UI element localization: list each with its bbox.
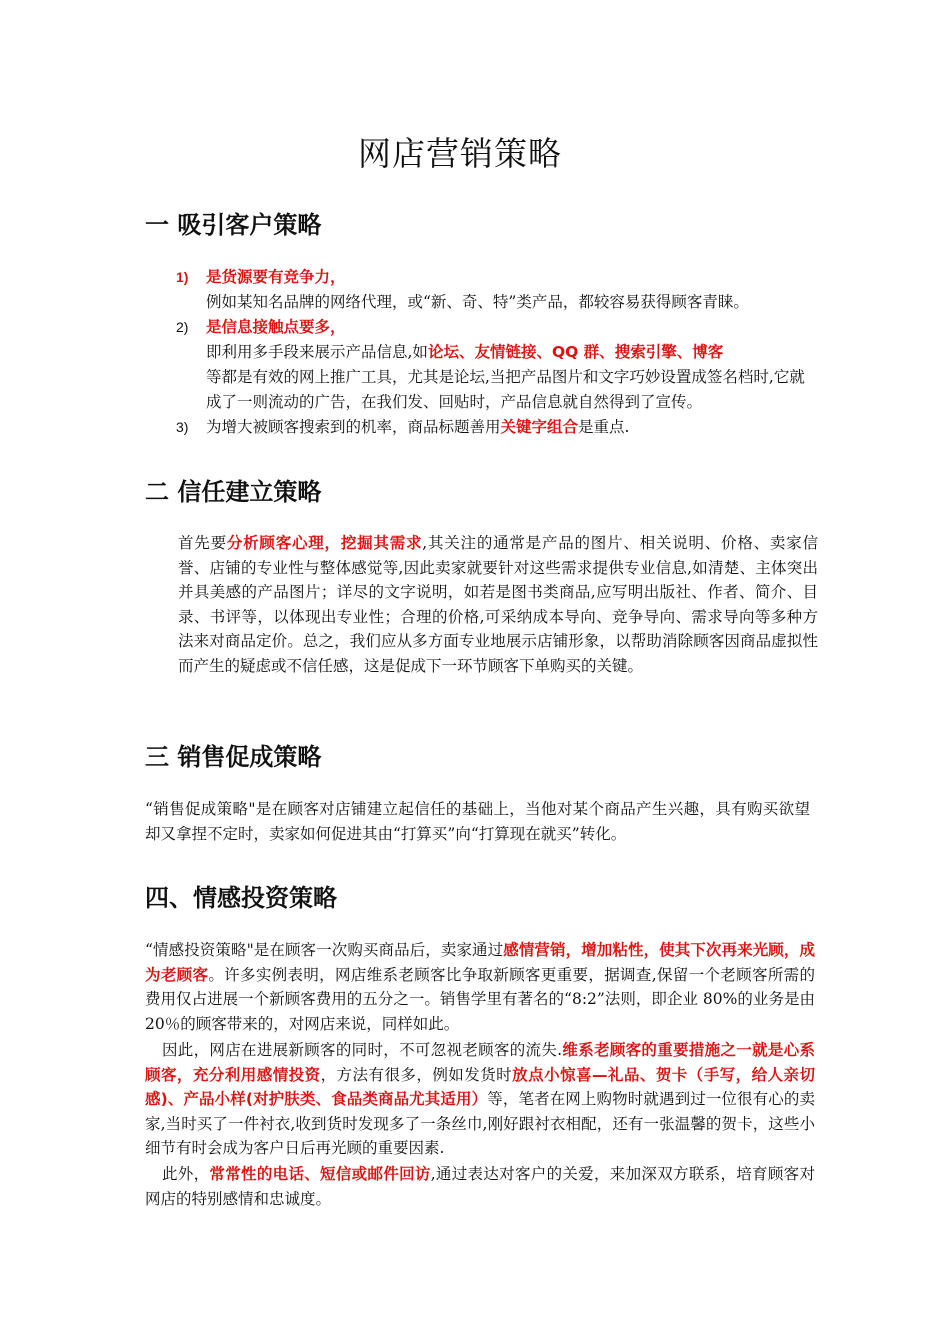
list-number: 1): [176, 269, 189, 285]
list-item-2: [176, 315, 346, 340]
text-run: “情感投资策略"是在顾客一次购买商品后，卖家通过: [145, 941, 504, 959]
text-run: 等都是有效的网上推广工具，尤其是论坛,当把产品图片和文字巧妙设置成签名档时,它就成了一则流动的广告，在我们发、回贴时，产品信息就自然得到了宣传。: [206, 368, 805, 411]
section-1-heading: 一 吸引客户策略: [145, 211, 322, 239]
text-run: 为增大被顾客搜索到的机率，商品标题善用: [206, 418, 501, 436]
highlight-text: 维系老顾客的重要措施之一就是心系顾客，充分利用感情投资: [145, 1041, 815, 1084]
text-run: ，方法有很多，例如发货时: [320, 1065, 513, 1084]
text-run: 此外，: [162, 1165, 210, 1183]
section-4-heading: 四、情感投资策略: [145, 884, 337, 912]
item-2-text: [206, 340, 816, 415]
text-run: 首先要: [178, 534, 227, 552]
list-item-1: [176, 265, 346, 290]
section-3-paragraph: “销售促成策略"是在顾客对店铺建立起信任的基础上，当他对某个商品产生兴趣，具有购买欲望却又拿捏不定时，卖家如何促进其由“打算买”向“打算现在就买”转化。: [145, 800, 810, 843]
text-run: 是重点.: [578, 418, 630, 436]
item-lead: 是货源要有竞争力，: [206, 268, 346, 286]
section-4-paragraph-3: [145, 1162, 815, 1211]
list-number: 2): [176, 319, 189, 335]
list-number: 3): [176, 419, 189, 435]
text-run: ,其关注的通常是产品的图片、相关说明、价格、卖家信誉、店铺的专业性与整体感觉等,因此卖家就要针对这些需求提供专业信息,如清楚、主体突出并具美感的产品图片；详尽的文字说明，如若是图书类商品,应写明出版社、作者、简介、目录、书评等，以体现出专业性；合理的价格,可采纳成本导向、竞争导向、需求导向等多种方法来对商品定价。总之，我们应从多方面专业地展示店铺形象，以帮助消除顾客因商品虚拟性而产生的疑虑或不信任感，这是促成下一环节顾客下单购买的关键。: [178, 534, 818, 675]
text-run: ,通过表达对客户的关爱，来加深双方联系，培育顾客对网店的特别感情和忠诚度。: [145, 1165, 815, 1208]
page-title: 网店营销策略: [358, 134, 562, 173]
section-3-heading: 三 销售促成策略: [145, 743, 322, 771]
highlight-text: 关键字组合: [500, 418, 579, 436]
section-2-paragraph: [178, 531, 818, 678]
section-2-heading: 二 信任建立策略: [145, 478, 322, 506]
item-1-text: 例如某知名品牌的网络代理，或“新、奇、特”类产品，都较容易获得顾客青睐。: [206, 293, 749, 311]
text-run: 即利用多手段来展示产品信息,如: [206, 343, 428, 361]
highlight-text: 常常性的电话、短信或邮件回访: [209, 1165, 431, 1183]
highlight-text: 放点小惊喜—礼品、贺卡（手写，给人亲切感)、产品小样(对护肤类、食品类商品尤其适用）: [145, 1065, 815, 1108]
section-4-paragraph-1: [145, 938, 815, 1036]
section-4-paragraph-2: [145, 1038, 815, 1161]
text-run: 等，笔者在网上购物时就遇到过一位很有心的卖家,当时买了一件衬衣,收到货时发现多了一条丝巾,刚好跟衬衣相配，还有一张温馨的贺卡，这些小细节有时会成为客户日后再光顾的重要因素.: [145, 1090, 815, 1157]
text-run: 因此，网店在进展新顾客的同时，不可忽视老顾客的流失.: [162, 1041, 563, 1059]
text-run: 。许多实例表明，网店维系老顾客比争取新顾客更重要，据调查,保留一个老顾客所需的费用仅占进展一个新顾客费用的五分之一。销售学里有著名的“8:2”法则，即企业 80%的业务是由 20％的顾客带来的，对网店来说，同样如此。: [145, 965, 815, 1033]
list-item-3: [176, 415, 629, 440]
item-lead: 是信息接触点要多，: [206, 318, 346, 336]
highlight-text: 论坛、友情链接、QQ 群、搜索引擎、博客: [427, 343, 724, 361]
highlight-text: 分析顾客心理，挖掘其需求: [226, 534, 423, 552]
highlight-text: 感情营销，增加粘性，使其下次再来光顾，成为老顾客: [145, 941, 815, 984]
